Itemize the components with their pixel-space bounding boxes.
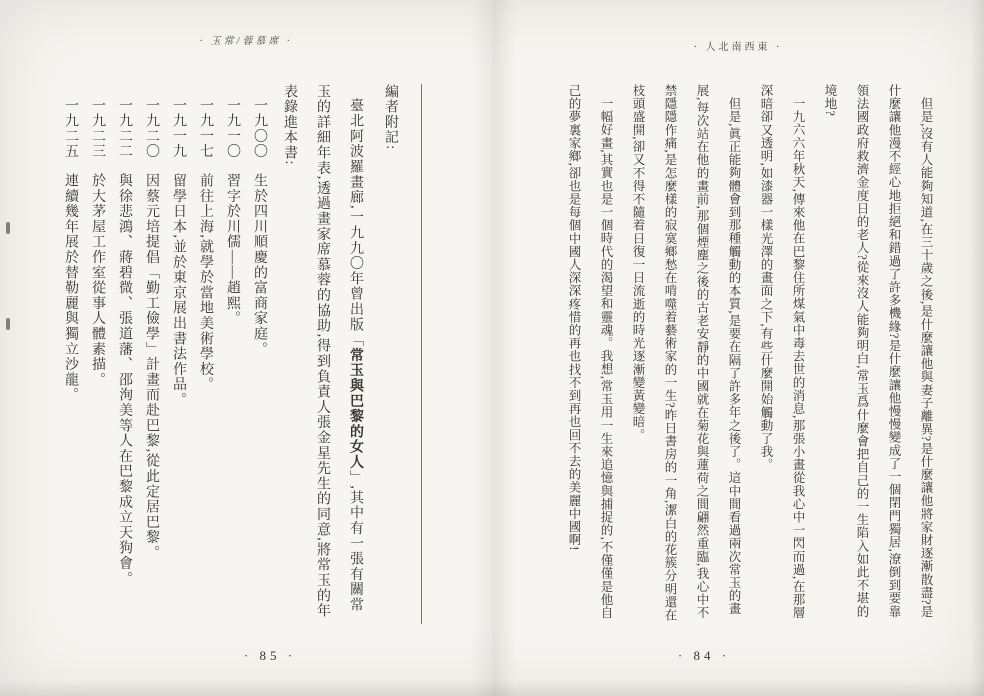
page-number-84: · 84 · [677,648,731,663]
essay-paragraph: 但是,沒有人能夠知道,在三十歲之後,是什麼讓他與妻子離異?是什麼讓他將家財逐漸散盡?是什麼讓他漫不經心地拒絕和錯過了許多機緣?是什麼讓他慢慢變成了一個閉門獨居,潦倒到要靠領法國政府救濟金度日的老人?從來沒人能夠明白,常玉爲什麼會把自己的一生陷入如此不堪的境地? [823,84,933,618]
chronology-year: 一九二五 [63,98,78,160]
chronology-year: 一九〇〇 [252,98,267,160]
editor-note-block [54,84,422,624]
page-84 [492,0,984,696]
chronology-entry [246,84,273,624]
scan-edge-shadow [0,680,984,696]
intro-text-post: 」,其中有一張有關常玉的詳細年表,透過畫家席慕蓉的協助,得到負責人張金星先生的同意,將常玉的年表錄進本書: [282,84,363,619]
editor-note-intro [273,84,372,624]
editor-note-heading: 編者附記: [383,84,398,151]
chronology-entry [111,84,138,624]
year-desc-gap [124,159,125,173]
running-header-left: · 玉常/蓉慕席 · [199,36,293,47]
book-title-emphasis: 常玉與巴黎的女人 [348,347,363,471]
year-desc-gap [70,159,71,173]
chronology-desc: 因蔡元培提倡「勤工儉學」計畫而赴巴黎,從此定居巴黎。 [144,173,159,561]
chronology-year: 一九二〇 [144,98,159,160]
chronology-entry [165,84,192,624]
chronology-desc: 習字於川儒——趙熙。 [225,173,240,327]
chronology-desc: 前往上海,就學於當地美術學校。 [198,173,213,393]
essay-paragraph: 但是,眞正能夠體會到那種觸動的本質,是要在隔了許多年之後了。這中間看過兩次常玉的畫展,每次站在他的畫前,那個煙塵之後的古老安靜的中國就在菊花與蓮荷之間翩然重臨,我心中不禁隱隱作痛,是怎麼樣的寂寞鄉愁在啃噬着藝術家的一生?昨日書房的一角,潔白的花簇分明還在枝頭盛開,卻又不得不隨着日復一日流逝的時光逐漸變黃變暗。 [631,84,741,622]
chronology-desc: 連續幾年展於替勒麗與獨立沙龍。 [63,173,78,403]
essay-paragraph: 一幅好畫,其實也是一個時代的渴望和靈魂。我想,常玉用一生來追憶與捕捉的,不僅僅是他自己的夢裏家鄉,卻也是每個中國人深深疼惜的再也找不到再也回不去的美麗中國啊! [567,84,613,619]
essay-text-block [554,84,942,626]
chronology-desc: 留學日本,並於東京展出書法作品。 [171,173,186,408]
chronology-year: 一九二二 [117,98,132,160]
running-header-right: · 人北南西東 · [693,42,783,53]
chronology-entry [138,84,165,624]
year-desc-gap [151,159,152,173]
year-desc-gap [259,159,260,173]
year-desc-gap [178,159,179,173]
chronology-year: 一九二三 [90,98,105,160]
chronology-entry [84,84,111,624]
chronology-entry [192,84,219,624]
chronology-entry [57,84,84,624]
year-desc-gap [232,159,233,173]
chronology-year: 一九一七 [198,98,213,160]
chronology-desc: 與徐悲鴻、蔣碧微、張道藩、邵洵美等人在巴黎成立天狗會。 [117,173,132,587]
scan-edge-shadow [970,0,984,696]
chronology-year: 一九一〇 [225,98,240,160]
chronology-entry [219,84,246,624]
chronology-desc: 生於四川順慶的富商家庭。 [252,173,267,357]
chronology-desc: 於大茅屋工作室從事人體素描。 [90,173,105,388]
essay-paragraph: 一九六六年秋天,傳來他在巴黎住所煤氣中毒去世的消息,那張小畫從我心中一閃而過,在那層深暗卻又透明,如漆器一樣光澤的畫面之下,有些什麼開始觸動了我。 [759,84,805,619]
year-desc-gap [97,159,98,173]
page-number-85: · 85 · [243,648,297,663]
chronology-year: 一九一九 [171,98,186,160]
year-desc-gap [205,159,206,173]
intro-text-pre: 臺北阿波羅畫廊,一九九〇年曾出版「 [348,98,363,348]
